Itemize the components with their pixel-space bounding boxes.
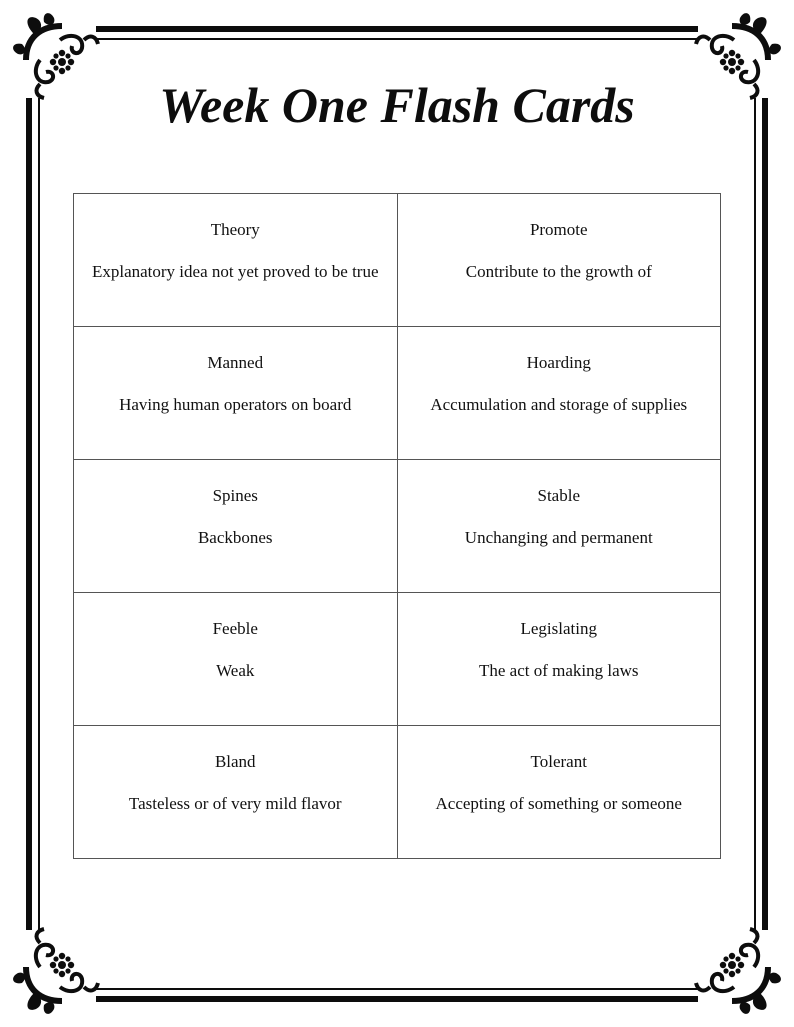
- card-definition: Contribute to the growth of: [465, 262, 652, 281]
- card-term: Theory: [210, 220, 260, 239]
- flash-card: [74, 327, 398, 460]
- flash-card-grid: [73, 193, 721, 859]
- flash-card: [397, 460, 721, 593]
- card-row: [74, 726, 721, 859]
- card-term: Feeble: [212, 619, 258, 638]
- flash-card: [397, 726, 721, 859]
- card-row: [74, 194, 721, 327]
- flash-card: [397, 327, 721, 460]
- card-definition: Accepting of something or someone: [435, 794, 682, 813]
- card-definition: The act of making laws: [478, 661, 639, 680]
- card-term: Tolerant: [530, 752, 587, 771]
- card-definition: Explanatory idea not yet proved to be true: [91, 262, 379, 281]
- flash-card: [397, 593, 721, 726]
- flash-card: [74, 726, 398, 859]
- flash-card: [397, 194, 721, 327]
- card-definition: Backbones: [197, 528, 273, 547]
- card-row: [74, 327, 721, 460]
- card-definition: Weak: [216, 661, 255, 680]
- card-term: Hoarding: [526, 353, 591, 372]
- card-definition: Unchanging and permanent: [464, 528, 653, 547]
- corner-ornament-bottom-left: [13, 929, 98, 1014]
- card-row: [74, 593, 721, 726]
- card-term: Promote: [529, 220, 588, 239]
- corner-ornament-bottom-right: [696, 929, 781, 1014]
- card-term: Bland: [214, 752, 256, 771]
- card-definition: Accumulation and storage of supplies: [430, 395, 688, 414]
- card-term: Stable: [537, 486, 580, 505]
- page-title: Week One Flash Cards: [159, 77, 635, 133]
- flash-card: [74, 460, 398, 593]
- card-definition: Having human operators on board: [119, 395, 352, 414]
- flash-card: [74, 194, 398, 327]
- flash-card: [74, 593, 398, 726]
- card-term: Manned: [207, 353, 264, 372]
- card-definition: Tasteless or of very mild flavor: [128, 794, 342, 813]
- card-row: [74, 460, 721, 593]
- card-term: Legislating: [520, 619, 597, 638]
- card-term: Spines: [212, 486, 258, 505]
